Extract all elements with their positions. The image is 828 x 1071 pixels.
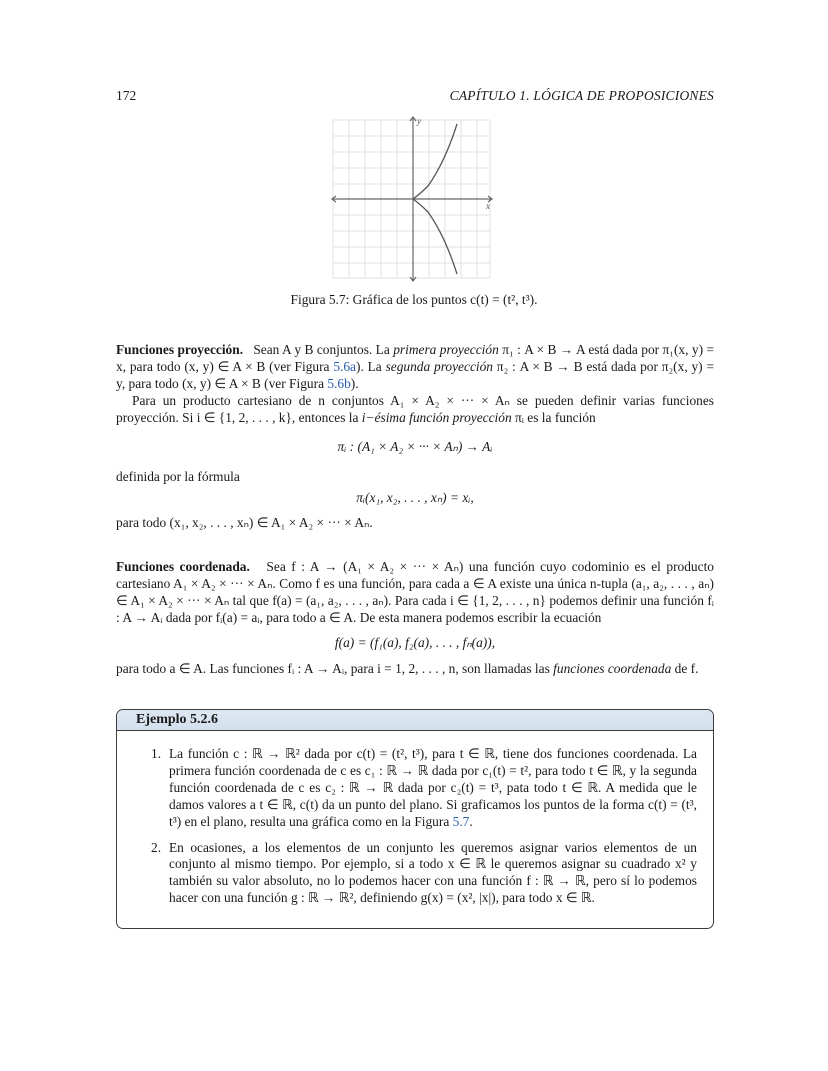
page-number: 172 bbox=[116, 88, 137, 103]
svg-text:x: x bbox=[486, 201, 490, 211]
figure-link-5-6a[interactable]: 5.6a bbox=[333, 358, 356, 374]
section-heading: Funciones coordenada. bbox=[116, 559, 250, 574]
chapter-title: CAPÍTULO 1. LÓGICA DE PROPOSICIONES bbox=[449, 88, 714, 103]
running-header bbox=[116, 88, 714, 106]
equation-projection: πᵢ : (A₁ × A₂ × ··· × Aₙ) → Aᵢ bbox=[337, 438, 493, 454]
figure-5-7 bbox=[330, 112, 500, 284]
figure-caption: Figura 5.7: Gráfica de los puntos c(t) = (t², t³). bbox=[290, 292, 538, 307]
list-item: 2. En ocasiones, a los elementos de un conjunto les queremos asignar varios elementos de un conjunto al mismo tiempo. Por ejemplo, si a todo x ∈ ℝ le queremos asignar su cuadrado x² y también su valor absoluto, no lo podemos hacer con una función f : ℝ → ℝ, pero sí lo podemos hacer con una función g : ℝ → ℝ², definiendo g(x) = (x², |x|), para todo x ∈ ℝ. bbox=[151, 839, 697, 906]
list-item: 1. La función c : ℝ → ℝ² dada por c(t) = (t², t³), para t ∈ ℝ, tiene dos funciones coordenada. La primera función coordenada de c es c₁ : ℝ → ℝ dada por c₁(t) = t², para todo t ∈ ℝ, y la segunda función coordenada de c es c₂ : ℝ → ℝ dada por c₂(t) = t³, pata todo t ∈ ℝ. A medida que le damos valores a t ∈ ℝ, c(t) da un punto del plano. Si graficamos los puntos de la forma c(t) = (t³, t³) en el plano, resulta una gráfica como en la Figura 5.7. bbox=[151, 746, 697, 829]
equation-projection-formula: πᵢ(x₁, x₂, . . . , xₙ) = xᵢ, bbox=[356, 490, 474, 506]
section-heading: Funciones proyección. bbox=[116, 342, 244, 357]
cusp-curve-graph bbox=[330, 112, 500, 284]
figure-link-5-7[interactable]: 5.7 bbox=[452, 813, 470, 829]
svg-text:y: y bbox=[417, 116, 421, 126]
section-funciones-proyeccion: Funciones proyección. Sean A y B conjuntos. La primera proyección π₁ : A × B → A está dada por π₁(x, y) = x, para todo (x, y) ∈ A × B (ver Figura 5.6a). La segunda proyección π₂ : A × B → B está dada por π₂(x, y) = y, para todo (x, y) ∈ A × B (ver Figura 5.6b). Para un producto cartesiano de n conjuntos A₁ × A₂ × ··· × Aₙ se pueden definir varias funciones proyección. Si i ∈ {1, 2, . . . , k}, entonces la i−ésima función proyección πᵢ es la función πᵢ : (A₁ × A₂ × ··· × Aₙ) → Aᵢ definida por la fórmula πᵢ(x₁, x₂, . . . , xₙ) = xᵢ, para todo (x₁, x₂, . . . , xₙ) ∈ A₁ × A₂ × ··· × Aₙ. bbox=[116, 342, 715, 531]
section-funciones-coordenada: Funciones coordenada. Sea f : A → (A₁ × A₂ × ··· × Aₙ) una función cuyo codominio es el producto cartesiano A₁ × A₂ × ··· × Aₙ. Como f es una función, para cada a ∈ A existe una única n-tupla (a₁, a₂, . . . , aₙ) ∈ A₁ × A₂ × ··· × Aₙ tal que f(a) = (a₁, a₂, . . . , aₙ). Para cada i ∈ {1, 2, . . . , n} podemos definir una función fᵢ : A → Aᵢ dada por fᵢ(a) = aᵢ, para todo a ∈ A. De esta manera podemos escribir la ecuación f(a) = (f₁(a), f₂(a), . . . , fₙ(a)), para todo a ∈ A. Las funciones fᵢ : A → Aᵢ, para i = 1, 2, . . . , n, son llamadas las funciones coordenada de f. bbox=[116, 559, 714, 676]
example-box bbox=[116, 709, 714, 929]
example-list bbox=[151, 746, 697, 916]
example-title: Ejemplo 5.2.6 bbox=[117, 710, 713, 731]
figure-link-5-6b[interactable]: 5.6b bbox=[327, 375, 351, 391]
axes bbox=[332, 117, 492, 281]
equation-coordinate: f(a) = (f₁(a), f₂(a), . . . , fₙ(a)), bbox=[334, 634, 496, 650]
